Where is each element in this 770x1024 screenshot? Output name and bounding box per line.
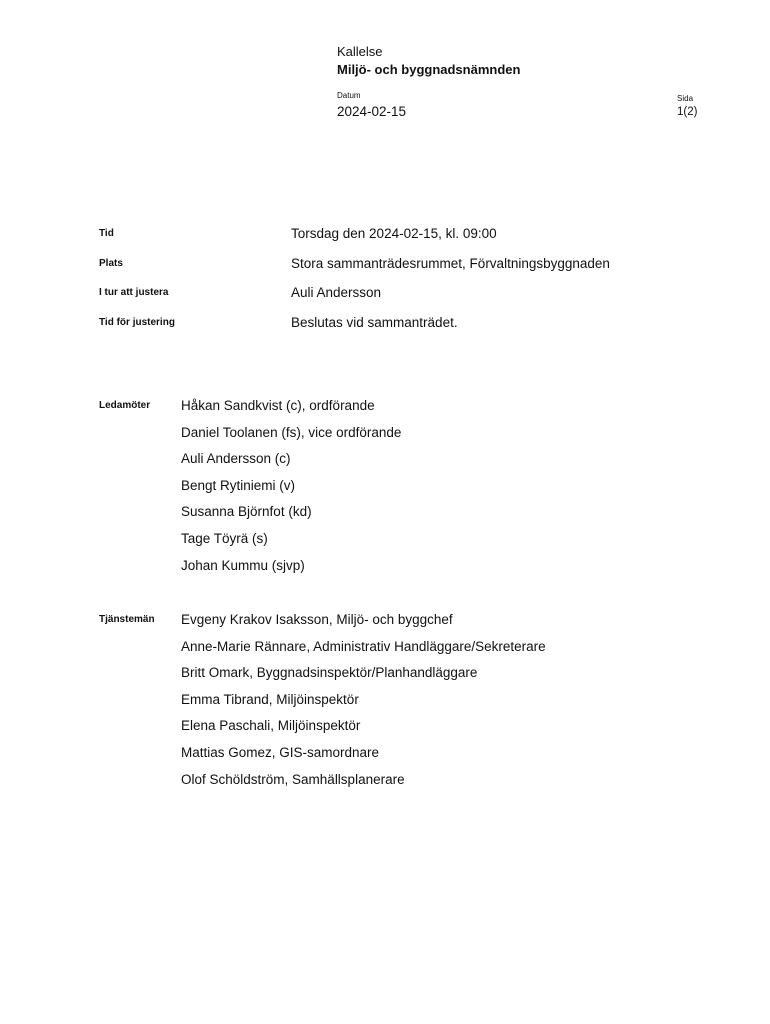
adjuster-label: I tur att justera bbox=[99, 287, 169, 298]
page-label: Sida bbox=[677, 94, 694, 103]
time-value: Torsdag den 2024-02-15, kl. 09:00 bbox=[291, 226, 497, 241]
adjustment-time-label: Tid för justering bbox=[99, 317, 175, 328]
member-item: Bengt Rytiniemi (v) bbox=[181, 477, 296, 493]
date-label: Datum bbox=[337, 91, 361, 100]
members-list bbox=[181, 398, 401, 584]
official-item: Britt Omark, Byggnadsinspektör/Planhandläggare bbox=[181, 665, 478, 681]
members-label: Ledamöter bbox=[99, 400, 151, 411]
adjuster-value: Auli Andersson bbox=[291, 285, 382, 300]
date-value: 2024-02-15 bbox=[337, 104, 407, 119]
member-item: Daniel Toolanen (fs), vice ordförande bbox=[181, 424, 402, 440]
official-item: Mattias Gomez, GIS-samordnare bbox=[181, 744, 380, 760]
page-number: 1(2) bbox=[677, 106, 698, 118]
officials-list bbox=[181, 612, 546, 798]
member-item: Auli Andersson (c) bbox=[181, 451, 291, 467]
official-item: Elena Paschali, Miljöinspektör bbox=[181, 718, 361, 734]
document-type: Kallelse bbox=[337, 44, 383, 59]
committee-name: Miljö- och byggnadsnämnden bbox=[337, 62, 521, 77]
place-label: Plats bbox=[99, 258, 123, 269]
adjustment-time-value: Beslutas vid sammanträdet. bbox=[291, 315, 458, 330]
official-item: Emma Tibrand, Miljöinspektör bbox=[181, 691, 359, 707]
place-value: Stora sammanträdesrummet, Förvaltningsbyggnaden bbox=[291, 256, 610, 271]
member-item: Tage Töyrä (s) bbox=[181, 530, 268, 546]
member-item: Susanna Björnfot (kd) bbox=[181, 504, 312, 520]
official-item: Olof Schöldström, Samhällsplanerare bbox=[181, 771, 405, 787]
officials-label: Tjänstemän bbox=[99, 614, 155, 625]
time-label: Tid bbox=[99, 228, 114, 239]
official-item: Evgeny Krakov Isaksson, Miljö- och byggchef bbox=[181, 612, 453, 627]
member-item: Håkan Sandkvist (c), ordförande bbox=[181, 398, 375, 413]
member-item: Johan Kummu (sjvp) bbox=[181, 557, 305, 573]
official-item: Anne-Marie Rännare, Administrativ Handläggare/Sekreterare bbox=[181, 638, 546, 654]
